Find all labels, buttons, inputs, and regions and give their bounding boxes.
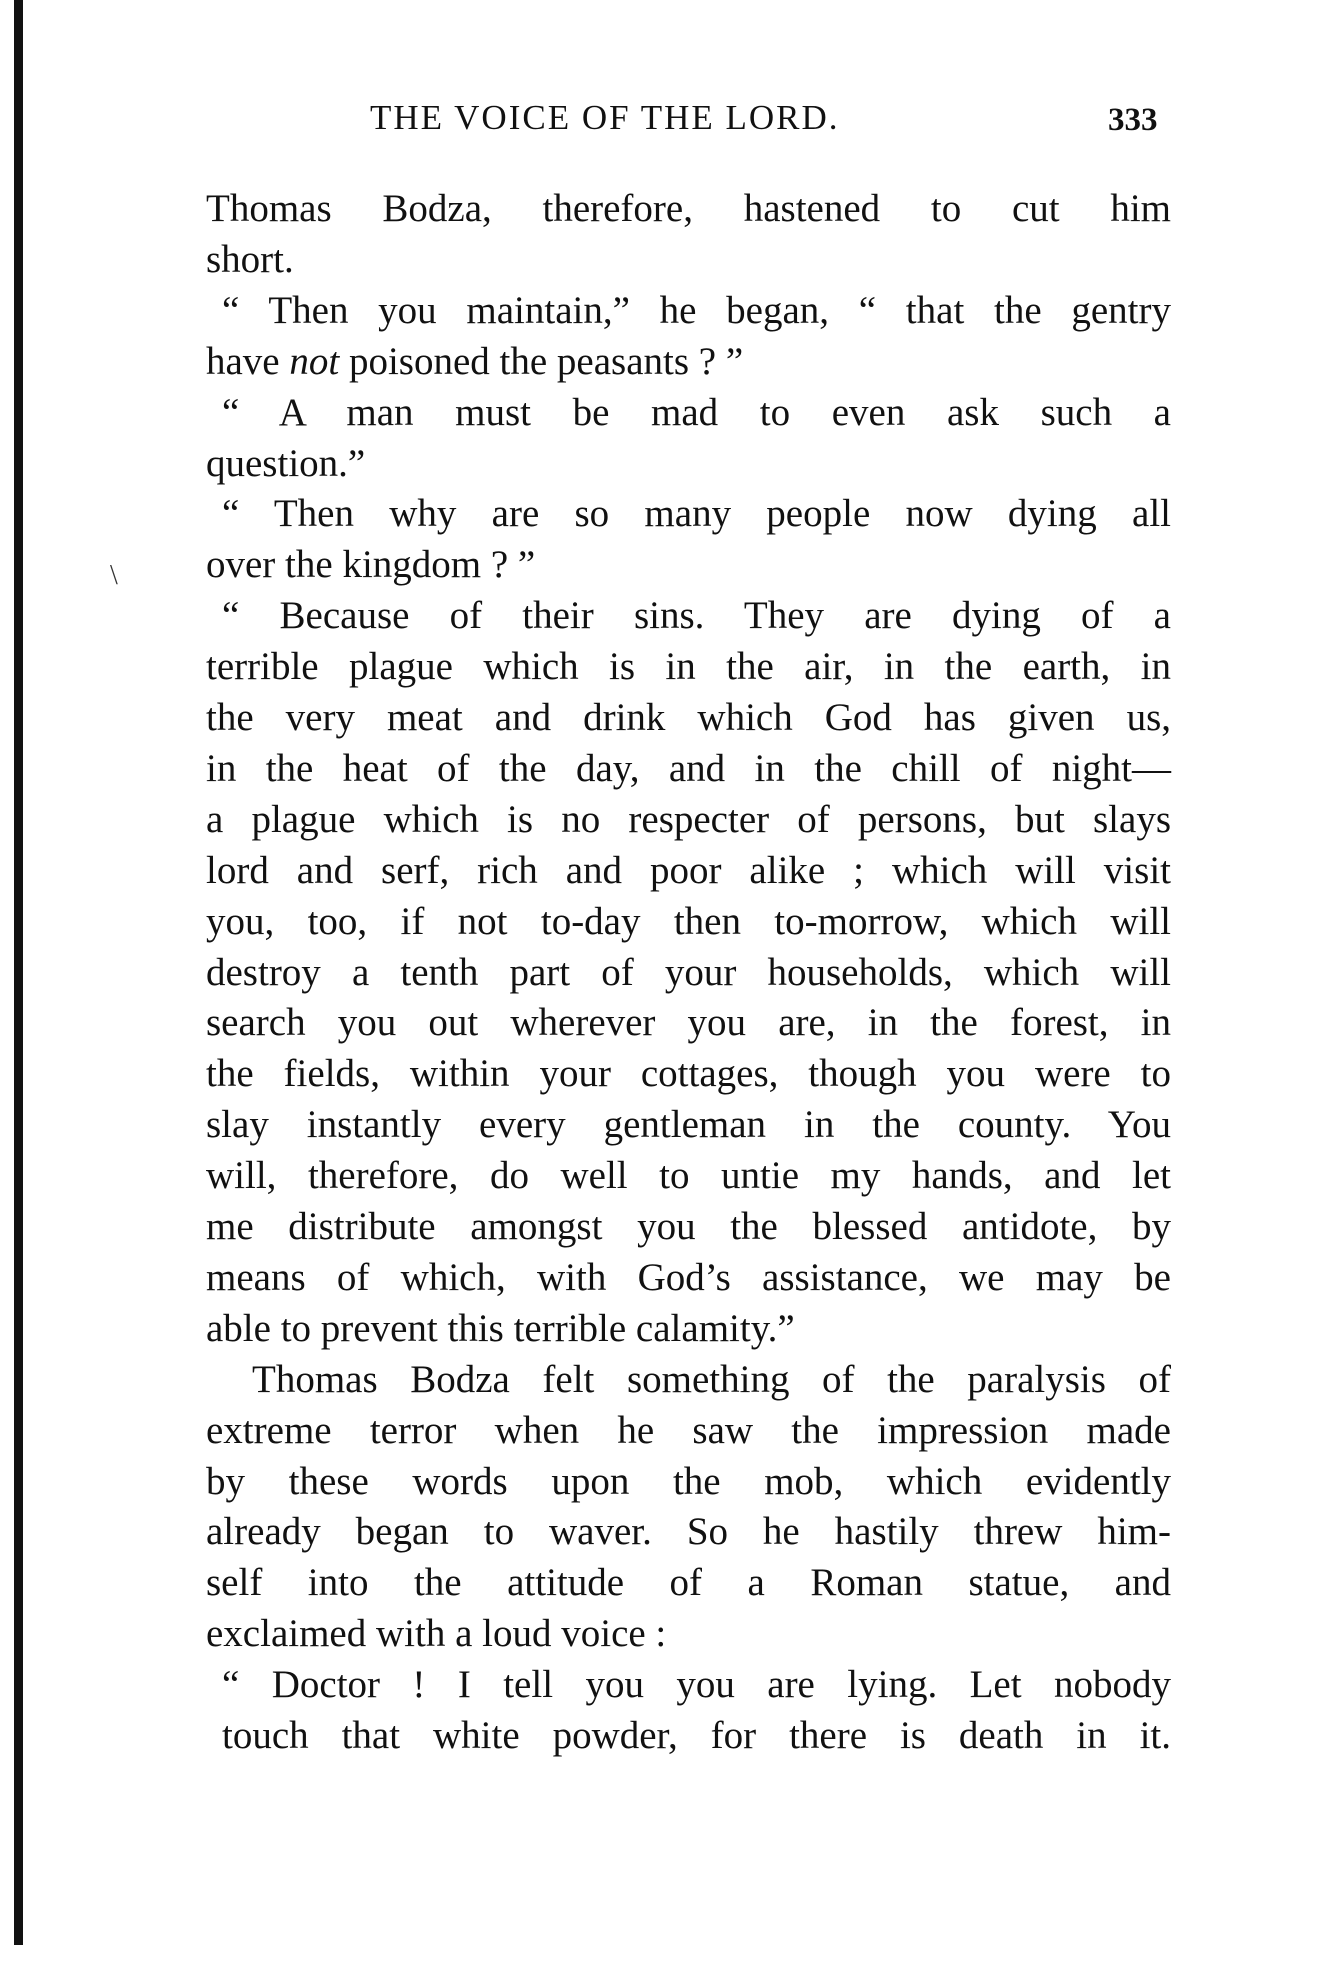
text-line: will, therefore, do well to untie my hands, and let [206,1154,1171,1198]
text-line: the very meat and drink which God has given us, [206,696,1171,739]
text-segment: have [206,339,290,383]
text-line: “ Then why are so many people now dying all [222,492,1171,536]
text-line [206,337,1171,387]
text-line: self into the attitude of a Roman statue, and [206,1561,1171,1605]
text-line: the fields, within your cottages, though you were to [206,1052,1171,1096]
page-number: 333 [1108,102,1158,138]
text-line: exclaimed with a loud voice : [206,1612,667,1656]
text-line: means of which, with God’s assistance, we may be [206,1255,1171,1299]
text-line: already began to waver. So he hastily threw him- [206,1510,1171,1554]
text-line: terrible plague which is in the air, in the earth, in [206,645,1171,689]
text-line: over the kingdom ? ” [206,543,536,587]
text-line: slay instantly every gentleman in the county. You [206,1103,1171,1147]
text-line: me distribute amongst you the blessed antidote, by [206,1205,1171,1248]
text-line: search you out wherever you are, in the forest, in [206,1001,1171,1045]
text-line: able to prevent this terrible calamity.” [206,1306,795,1350]
text-line: destroy a tenth part of your households, which will [206,950,1171,994]
text-line: Thomas Bodza, therefore, hastened to cut him [206,187,1171,230]
text-line: touch that white powder, for there is death in it. [222,1714,1171,1757]
text-line: by these words upon the mob, which evidently [206,1459,1171,1503]
text-line: “ Because of their sins. They are dying of a [222,594,1171,638]
text-line: short. [206,237,294,281]
text-line: “ Doctor ! I tell you you are lying. Let nobody [222,1663,1171,1707]
text-line: a plague which is no respecter of persons, but slays [206,797,1171,841]
italic-emphasis: not [289,339,340,383]
text-line: in the heat of the day, and in the chill of night— [206,746,1171,790]
text-line: question.” [206,441,366,485]
page-edge-binding [14,0,23,1945]
text-segment: poisoned the peasants ? ” [339,339,744,383]
text-line: extreme terror when he saw the impression made [206,1408,1171,1452]
text-line: you, too, if not to-day then to-morrow, which will [206,899,1171,943]
running-header: THE VOICE OF THE LORD. [370,98,840,137]
text-line: “ Then you maintain,” he began, “ that the gentry [222,288,1171,332]
stray-mark: \ [110,560,118,591]
text-line: “ A man must be mad to even ask such a [222,390,1171,434]
text-line: Thomas Bodza felt something of the paralysis of [252,1357,1171,1401]
text-line: lord and serf, rich and poor alike ; which will visit [206,848,1171,892]
